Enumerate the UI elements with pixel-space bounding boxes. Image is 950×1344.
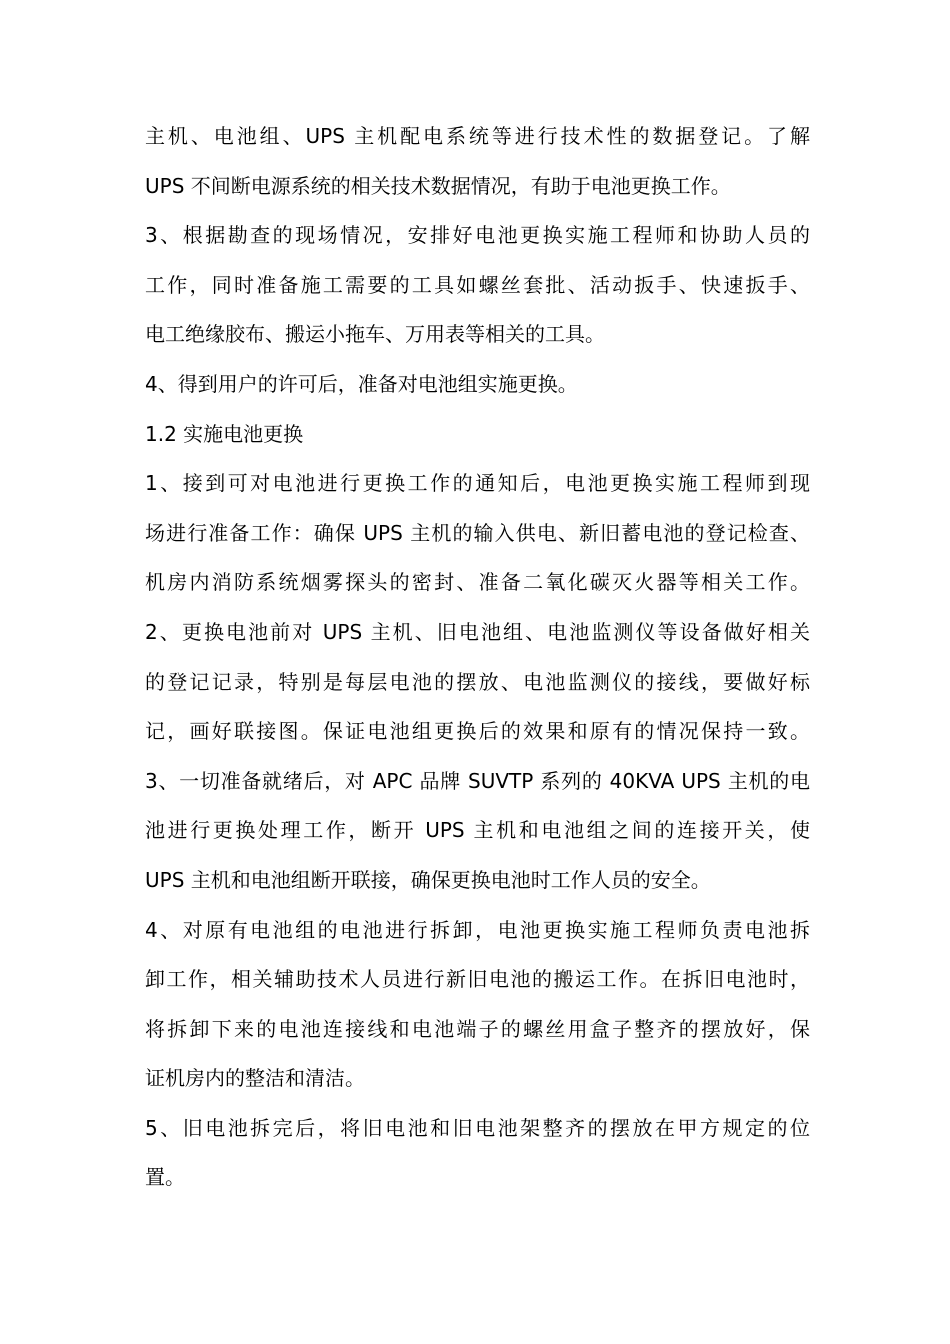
text-line-16: UPS 主机和电池组断开联接，确保更换电池时工作人员的安全。 <box>145 867 711 892</box>
text-line-4: 工作，同时准备施工需要的工具如螺丝套批、活动扳手、快速扳手、 <box>145 272 810 297</box>
text-line-22: 置。 <box>145 1165 185 1190</box>
document-body <box>145 112 810 1203</box>
text-line-2: UPS 不间断电源系统的相关技术数据情况，有助于电池更换工作。 <box>145 173 731 198</box>
text-line-14: 3、一切准备就绪后，对 APC 品牌 SUVTP 系列的 40KVA UPS 主机的电 <box>145 768 810 793</box>
text-line-10: 机房内消防系统烟雾探头的密封、准备二氧化碳灭火器等相关工作。 <box>145 570 810 595</box>
text-line-1: 主机、电池组、UPS 主机配电系统等进行技术性的数据登记。了解 <box>145 124 810 148</box>
text-line-5: 电工绝缘胶布、搬运小拖车、万用表等相关的工具。 <box>145 322 605 347</box>
text-line-13: 记，画好联接图。保证电池组更换后的效果和原有的情况保持一致。 <box>145 719 810 744</box>
text-line-18: 卸工作，相关辅助技术人员进行新旧电池的搬运工作。在拆旧电池时， <box>145 967 810 992</box>
text-line-21: 5、旧电池拆完后，将旧电池和旧电池架整齐的摆放在甲方规定的位 <box>145 1115 810 1140</box>
text-line-3: 3、根据勘查的现场情况，安排好电池更换实施工程师和协助人员的 <box>145 223 810 248</box>
text-line-9: 场进行准备工作：确保 UPS 主机的输入供电、新旧蓄电池的登记检查、 <box>145 520 810 545</box>
text-line-11: 2、更换电池前对 UPS 主机、旧电池组、电池监测仪等设备做好相关 <box>145 619 810 644</box>
text-line-6: 4、得到用户的许可后，准备对电池组实施更换。 <box>145 371 578 396</box>
text-line-15: 池进行更换处理工作，断开 UPS 主机和电池组之间的连接开关，使 <box>145 818 810 843</box>
text-line-17: 4、对原有电池组的电池进行拆卸，电池更换实施工程师负责电池拆 <box>145 917 810 942</box>
text-line-19: 将拆卸下来的电池连接线和电池端子的螺丝用盒子整齐的摆放好，保 <box>145 1016 810 1041</box>
text-line-12: 的登记记录，特别是每层电池的摆放、电池监测仪的接线，要做好标 <box>145 669 810 694</box>
section-heading: 1.2 实施电池更换 <box>145 421 304 446</box>
text-line-8: 1、接到可对电池进行更换工作的通知后，电池更换实施工程师到现 <box>145 471 810 496</box>
text-line-20: 证机房内的整洁和清洁。 <box>145 1066 365 1091</box>
